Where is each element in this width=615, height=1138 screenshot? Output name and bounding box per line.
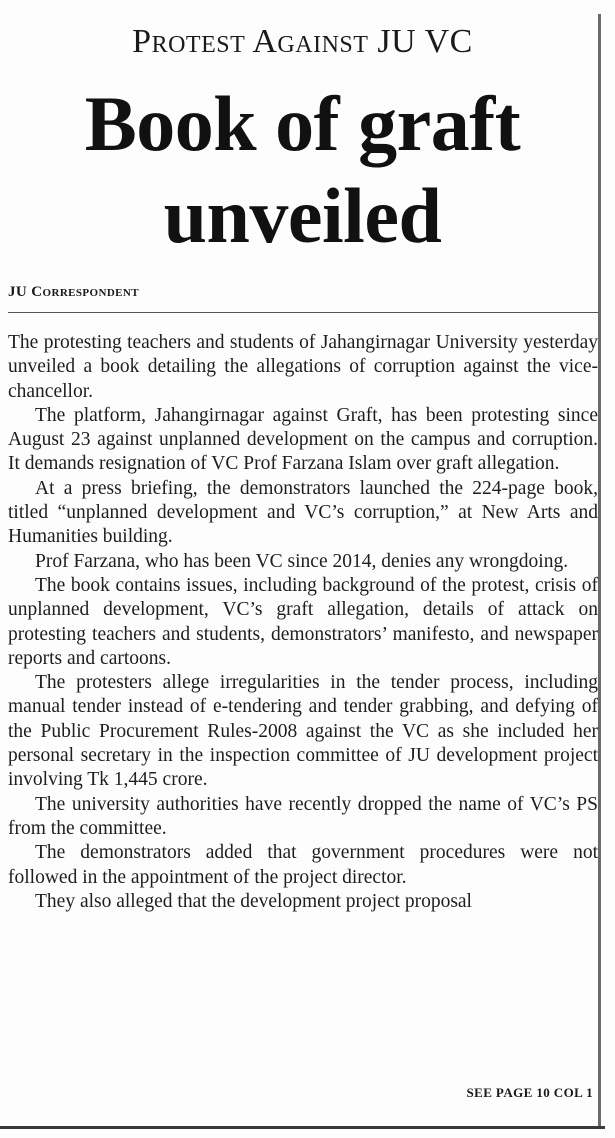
paragraph: Prof Farzana, who has been VC since 2014, denies any wrongdoing. [35, 550, 569, 572]
paragraph: The book contains issues, including background of the protest, crisis of unplanned development, VC’s graft allegation, details of attack on protesting teachers and students, demonstrators’ manifesto, and newspaper reports and cartoons. [8, 574, 598, 669]
kicker: Protest Against JU VC [132, 23, 473, 60]
paragraph: They also alleged that the development project proposal [35, 890, 472, 912]
paragraph: The demonstrators added that government procedures were not followed in the appointment of the project director. [8, 842, 598, 888]
headline: Book of graft unveiled [84, 80, 521, 259]
byline: JU Correspondent [8, 284, 139, 300]
column-rule-bottom [0, 1126, 605, 1129]
continuation-line: SEE PAGE 10 COL 1 [466, 1085, 593, 1100]
paragraph: The platform, Jahangirnagar against Graft, has been protesting since August 23 against unplanned development on the campus and corruption. It demands resignation of VC Prof Farzana Islam over graft allegation. [8, 404, 598, 475]
paragraph: The protesting teachers and students of Jahangirnagar University yesterday unveiled a book detailing the allegations of corruption against the vice-chancellor. [8, 332, 598, 402]
paragraph: The university authorities have recently dropped the name of VC’s PS from the committee. [8, 793, 598, 839]
byline-divider [8, 312, 598, 313]
paragraph: The protesters allege irregularities in the tender process, including manual tender instead of e-tendering and tender grabbing, and defying of the Public Procurement Rules-2008 against the VC as she included her personal secretary in the inspection committee of JU development project involving Tk 1,445 crore. [8, 672, 598, 791]
article-body [8, 331, 598, 914]
paragraph: At a press briefing, the demonstrators launched the 224-page book, titled “unplanned development and VC’s corruption,” at New Arts and Humanities building. [8, 477, 598, 548]
